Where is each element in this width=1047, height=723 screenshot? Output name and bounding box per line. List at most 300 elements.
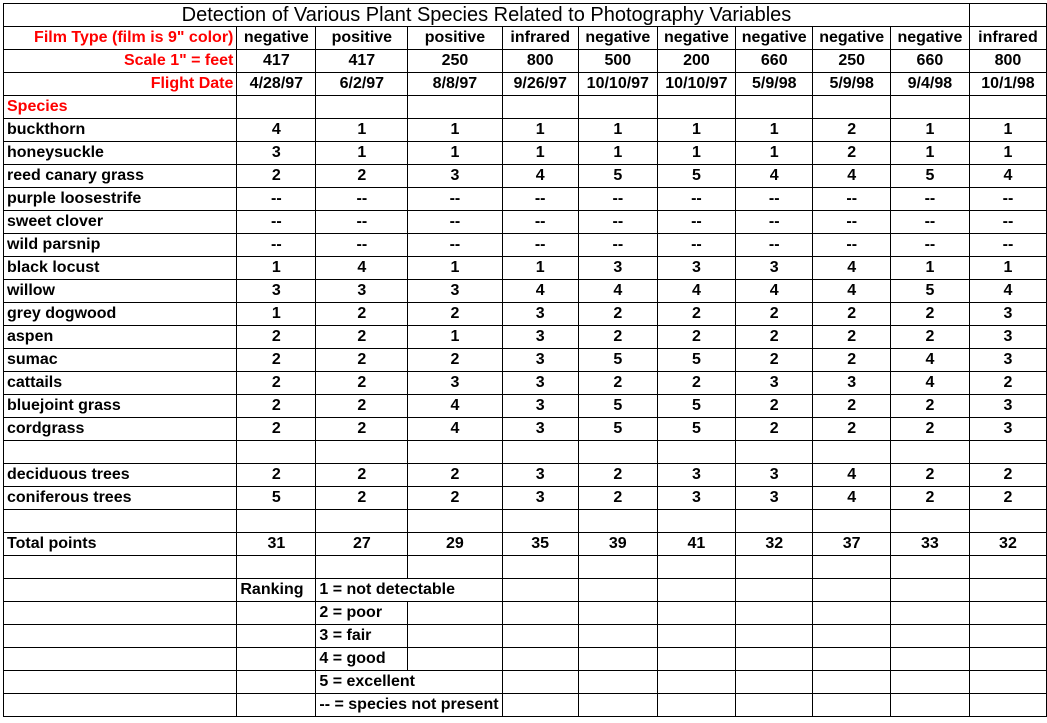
- empty-cell: [736, 556, 813, 579]
- header-value: 660: [736, 50, 813, 73]
- species-value: 3: [969, 349, 1046, 372]
- empty-cell: [578, 556, 657, 579]
- legend-row: [4, 579, 1047, 602]
- empty-cell: [578, 96, 657, 119]
- species-value: 2: [316, 418, 408, 441]
- species-row: [4, 418, 1047, 441]
- species-value: 3: [502, 326, 578, 349]
- tree-value: 2: [237, 464, 316, 487]
- legend-row: [4, 671, 1047, 694]
- species-value: 1: [408, 119, 502, 142]
- species-value: 2: [813, 142, 890, 165]
- species-value: 2: [316, 165, 408, 188]
- species-value: 2: [316, 303, 408, 326]
- empty-cell: [502, 625, 578, 648]
- species-value: 4: [813, 165, 890, 188]
- header-value: 200: [657, 50, 735, 73]
- species-name: sumac: [4, 349, 237, 372]
- species-value: --: [736, 188, 813, 211]
- empty-cell: [969, 510, 1046, 533]
- species-value: 2: [890, 395, 969, 418]
- legend-item: 1 = not detectable: [316, 579, 502, 602]
- species-value: 4: [890, 372, 969, 395]
- empty-cell: [237, 96, 316, 119]
- species-value: 1: [969, 257, 1046, 280]
- empty-cell: [316, 556, 408, 579]
- empty-cell: [890, 441, 969, 464]
- species-value: 1: [890, 257, 969, 280]
- species-value: 4: [316, 257, 408, 280]
- empty-cell: [408, 602, 502, 625]
- empty-cell: [4, 441, 237, 464]
- empty-cell: [316, 441, 408, 464]
- empty-cell: [969, 441, 1046, 464]
- empty-cell: [736, 579, 813, 602]
- empty-cell: [408, 648, 502, 671]
- species-value: 1: [316, 142, 408, 165]
- species-row: [4, 211, 1047, 234]
- empty-cell: [237, 648, 316, 671]
- empty-cell: [578, 602, 657, 625]
- species-row: [4, 234, 1047, 257]
- empty-cell: [890, 510, 969, 533]
- species-value: 3: [237, 280, 316, 303]
- species-value: 5: [890, 165, 969, 188]
- species-value: --: [890, 188, 969, 211]
- species-value: --: [408, 188, 502, 211]
- empty-cell: [4, 602, 237, 625]
- species-value: 5: [578, 395, 657, 418]
- header-row: [4, 27, 1047, 50]
- species-value: 1: [969, 119, 1046, 142]
- species-row: [4, 395, 1047, 418]
- species-value: 1: [736, 119, 813, 142]
- empty-cell: [969, 556, 1046, 579]
- header-value: 9/4/98: [890, 73, 969, 96]
- tree-value: 2: [316, 487, 408, 510]
- header-value: 8/8/97: [408, 73, 502, 96]
- total-value: 35: [502, 533, 578, 556]
- empty-cell: [813, 625, 890, 648]
- empty-cell: [502, 602, 578, 625]
- empty-cell: [408, 96, 502, 119]
- empty-cell: [237, 694, 316, 717]
- species-value: 1: [736, 142, 813, 165]
- species-value: --: [316, 211, 408, 234]
- tree-value: 4: [813, 464, 890, 487]
- tree-row: [4, 464, 1047, 487]
- species-value: 2: [237, 372, 316, 395]
- species-value: --: [408, 211, 502, 234]
- tree-value: 2: [578, 464, 657, 487]
- legend-item: 2 = poor: [316, 602, 408, 625]
- empty-cell: [890, 556, 969, 579]
- species-label-row: [4, 96, 1047, 119]
- tree-value: 2: [969, 464, 1046, 487]
- header-value: positive: [316, 27, 408, 50]
- empty-cell: [657, 96, 735, 119]
- empty-cell: [578, 441, 657, 464]
- empty-cell: [890, 602, 969, 625]
- legend-item: -- = species not present: [316, 694, 502, 717]
- species-value: 4: [237, 119, 316, 142]
- empty-cell: [502, 694, 578, 717]
- spacer-row: [4, 556, 1047, 579]
- species-value: --: [813, 188, 890, 211]
- empty-cell: [502, 648, 578, 671]
- empty-cell: [408, 625, 502, 648]
- species-value: 2: [890, 326, 969, 349]
- empty-cell: [657, 648, 735, 671]
- header-value: 417: [316, 50, 408, 73]
- empty-cell: [316, 510, 408, 533]
- header-row: [4, 50, 1047, 73]
- empty-cell: [316, 96, 408, 119]
- empty-cell: [237, 441, 316, 464]
- species-value: --: [736, 211, 813, 234]
- title-row: [4, 4, 1047, 27]
- tree-name: deciduous trees: [4, 464, 237, 487]
- legend-item: 3 = fair: [316, 625, 408, 648]
- header-value: 5/9/98: [813, 73, 890, 96]
- empty-cell: [578, 510, 657, 533]
- species-value: 1: [890, 142, 969, 165]
- total-value: 27: [316, 533, 408, 556]
- detection-table: [3, 3, 1047, 717]
- species-value: 1: [969, 142, 1046, 165]
- tree-value: 2: [316, 464, 408, 487]
- species-value: 2: [813, 303, 890, 326]
- empty-cell: [4, 671, 237, 694]
- empty-cell: [813, 648, 890, 671]
- species-value: 1: [578, 142, 657, 165]
- empty-cell: [969, 625, 1046, 648]
- species-value: --: [502, 211, 578, 234]
- species-value: 2: [316, 372, 408, 395]
- total-value: 31: [237, 533, 316, 556]
- empty-cell: [657, 510, 735, 533]
- tree-value: 4: [813, 487, 890, 510]
- species-value: 3: [408, 372, 502, 395]
- species-value: 2: [890, 303, 969, 326]
- species-row: [4, 372, 1047, 395]
- empty-cell: [969, 671, 1046, 694]
- species-value: 3: [969, 303, 1046, 326]
- species-value: 3: [502, 303, 578, 326]
- empty-cell: [813, 671, 890, 694]
- header-value: 250: [408, 50, 502, 73]
- species-value: 3: [408, 280, 502, 303]
- empty-cell: [969, 694, 1046, 717]
- species-row: [4, 165, 1047, 188]
- species-value: 1: [408, 142, 502, 165]
- species-value: 5: [578, 165, 657, 188]
- empty-cell: [237, 602, 316, 625]
- species-value: 2: [813, 326, 890, 349]
- total-value: 29: [408, 533, 502, 556]
- species-value: 1: [657, 119, 735, 142]
- species-value: 1: [237, 257, 316, 280]
- empty-cell: [237, 556, 316, 579]
- species-value: 3: [969, 326, 1046, 349]
- species-row: [4, 119, 1047, 142]
- legend-row: [4, 694, 1047, 717]
- total-value: 41: [657, 533, 735, 556]
- empty-cell: [890, 671, 969, 694]
- species-value: --: [657, 211, 735, 234]
- species-value: 5: [578, 418, 657, 441]
- species-value: 4: [890, 349, 969, 372]
- species-value: 4: [813, 280, 890, 303]
- species-row: [4, 280, 1047, 303]
- empty-cell: [502, 671, 578, 694]
- header-value: 4/28/97: [237, 73, 316, 96]
- species-value: 2: [237, 326, 316, 349]
- species-value: 2: [736, 395, 813, 418]
- species-value: --: [408, 234, 502, 257]
- header-value: 6/2/97: [316, 73, 408, 96]
- empty-cell: [237, 510, 316, 533]
- empty-cell: [813, 602, 890, 625]
- species-value: 2: [237, 165, 316, 188]
- empty-cell: [657, 556, 735, 579]
- species-value: 3: [657, 257, 735, 280]
- header-value: negative: [813, 27, 890, 50]
- species-value: 2: [578, 326, 657, 349]
- total-value: 37: [813, 533, 890, 556]
- empty-cell: [813, 579, 890, 602]
- spacer-row: [4, 510, 1047, 533]
- species-value: --: [736, 234, 813, 257]
- empty-cell: [890, 648, 969, 671]
- empty-cell: [736, 602, 813, 625]
- species-value: --: [969, 211, 1046, 234]
- species-value: 3: [316, 280, 408, 303]
- empty-cell: [4, 648, 237, 671]
- species-value: 5: [657, 418, 735, 441]
- species-value: --: [890, 234, 969, 257]
- header-value: 417: [237, 50, 316, 73]
- tree-value: 3: [657, 464, 735, 487]
- empty-cell: [578, 694, 657, 717]
- empty-cell: [408, 441, 502, 464]
- species-value: 4: [578, 280, 657, 303]
- empty-cell: [813, 694, 890, 717]
- header-value: negative: [578, 27, 657, 50]
- species-value: 2: [736, 326, 813, 349]
- species-value: 2: [316, 326, 408, 349]
- species-value: --: [657, 234, 735, 257]
- species-value: 2: [736, 418, 813, 441]
- species-value: 2: [969, 372, 1046, 395]
- header-value: 9/26/97: [502, 73, 578, 96]
- empty-cell: [736, 510, 813, 533]
- species-name: reed canary grass: [4, 165, 237, 188]
- species-value: 2: [408, 349, 502, 372]
- tree-value: 3: [736, 464, 813, 487]
- empty-cell: [657, 694, 735, 717]
- tree-name: coniferous trees: [4, 487, 237, 510]
- species-row: [4, 349, 1047, 372]
- empty-cell: [657, 441, 735, 464]
- species-value: 1: [502, 257, 578, 280]
- species-value: 2: [237, 418, 316, 441]
- empty-cell: [736, 441, 813, 464]
- species-value: 3: [736, 372, 813, 395]
- legend-heading: Ranking: [237, 579, 316, 602]
- species-value: 2: [316, 349, 408, 372]
- species-value: --: [316, 234, 408, 257]
- header-value: 10/10/97: [578, 73, 657, 96]
- empty-cell: [813, 510, 890, 533]
- empty-cell: [657, 602, 735, 625]
- total-row: [4, 533, 1047, 556]
- species-row: [4, 303, 1047, 326]
- species-name: aspen: [4, 326, 237, 349]
- empty-cell: [969, 602, 1046, 625]
- total-value: 32: [736, 533, 813, 556]
- species-value: 5: [657, 165, 735, 188]
- species-value: 3: [502, 349, 578, 372]
- species-value: 3: [736, 257, 813, 280]
- species-value: 2: [813, 395, 890, 418]
- tree-value: 2: [408, 487, 502, 510]
- empty-cell: [4, 625, 237, 648]
- legend-row: [4, 648, 1047, 671]
- empty-cell: [502, 510, 578, 533]
- header-value: 10/1/98: [969, 73, 1046, 96]
- species-value: 1: [890, 119, 969, 142]
- species-value: 2: [578, 372, 657, 395]
- species-value: 2: [578, 303, 657, 326]
- species-value: 2: [237, 395, 316, 418]
- tree-value: 3: [736, 487, 813, 510]
- species-value: 1: [316, 119, 408, 142]
- header-value: negative: [657, 27, 735, 50]
- species-value: 2: [408, 303, 502, 326]
- species-value: --: [578, 211, 657, 234]
- tree-value: 3: [502, 464, 578, 487]
- species-value: 3: [502, 418, 578, 441]
- empty-cell: [969, 648, 1046, 671]
- header-value: positive: [408, 27, 502, 50]
- species-value: 1: [502, 142, 578, 165]
- total-value: 39: [578, 533, 657, 556]
- total-value: 33: [890, 533, 969, 556]
- species-value: --: [237, 234, 316, 257]
- empty-cell: [890, 579, 969, 602]
- species-value: 4: [969, 165, 1046, 188]
- header-value: 800: [969, 50, 1046, 73]
- species-value: 3: [502, 372, 578, 395]
- empty-cell: [4, 579, 237, 602]
- species-name: black locust: [4, 257, 237, 280]
- empty-cell: [657, 625, 735, 648]
- species-value: 2: [813, 349, 890, 372]
- tree-value: 3: [502, 487, 578, 510]
- species-value: --: [890, 211, 969, 234]
- empty-cell: [969, 579, 1046, 602]
- empty-cell: [736, 625, 813, 648]
- species-value: --: [578, 234, 657, 257]
- species-label: Species: [4, 96, 237, 119]
- header-label: Film Type (film is 9" color): [4, 27, 237, 50]
- header-label: Scale 1" = feet: [4, 50, 237, 73]
- species-value: 5: [657, 395, 735, 418]
- species-value: 4: [502, 165, 578, 188]
- species-value: 4: [502, 280, 578, 303]
- empty-cell: [890, 625, 969, 648]
- species-name: bluejoint grass: [4, 395, 237, 418]
- species-value: 2: [657, 372, 735, 395]
- empty-cell: [578, 671, 657, 694]
- empty-cell: [736, 648, 813, 671]
- species-name: cordgrass: [4, 418, 237, 441]
- empty-cell: [4, 510, 237, 533]
- header-value: 660: [890, 50, 969, 73]
- empty-cell: [4, 556, 237, 579]
- species-value: 2: [316, 395, 408, 418]
- species-value: 1: [408, 326, 502, 349]
- spacer-row: [4, 441, 1047, 464]
- header-label: Flight Date: [4, 73, 237, 96]
- species-value: --: [502, 234, 578, 257]
- species-value: 3: [813, 372, 890, 395]
- empty-cell: [408, 510, 502, 533]
- header-value: 10/10/97: [657, 73, 735, 96]
- header-value: infrared: [969, 27, 1046, 50]
- empty-cell: [502, 441, 578, 464]
- species-value: 2: [890, 418, 969, 441]
- header-value: 250: [813, 50, 890, 73]
- species-value: 1: [502, 119, 578, 142]
- species-value: --: [969, 234, 1046, 257]
- empty-cell: [736, 96, 813, 119]
- tree-value: 2: [890, 464, 969, 487]
- empty-cell: [657, 579, 735, 602]
- species-value: 2: [736, 349, 813, 372]
- empty-cell: [4, 694, 237, 717]
- header-value: 800: [502, 50, 578, 73]
- legend-row: [4, 625, 1047, 648]
- empty-cell: [890, 694, 969, 717]
- species-value: 2: [813, 119, 890, 142]
- header-row: [4, 73, 1047, 96]
- species-value: 1: [408, 257, 502, 280]
- empty-cell: [502, 556, 578, 579]
- table-title: Detection of Various Plant Species Related to Photography Variables: [4, 4, 970, 27]
- empty-cell: [657, 671, 735, 694]
- species-value: --: [969, 188, 1046, 211]
- species-value: --: [813, 234, 890, 257]
- species-name: cattails: [4, 372, 237, 395]
- species-value: 5: [578, 349, 657, 372]
- empty-cell: [578, 648, 657, 671]
- tree-value: 2: [890, 487, 969, 510]
- species-value: --: [237, 188, 316, 211]
- species-value: 3: [578, 257, 657, 280]
- tree-row: [4, 487, 1047, 510]
- empty-cell: [237, 671, 316, 694]
- species-value: 2: [736, 303, 813, 326]
- species-value: --: [316, 188, 408, 211]
- species-value: 4: [969, 280, 1046, 303]
- species-value: 4: [736, 165, 813, 188]
- species-value: 2: [657, 303, 735, 326]
- species-value: 1: [237, 303, 316, 326]
- species-value: 4: [813, 257, 890, 280]
- empty-cell: [502, 96, 578, 119]
